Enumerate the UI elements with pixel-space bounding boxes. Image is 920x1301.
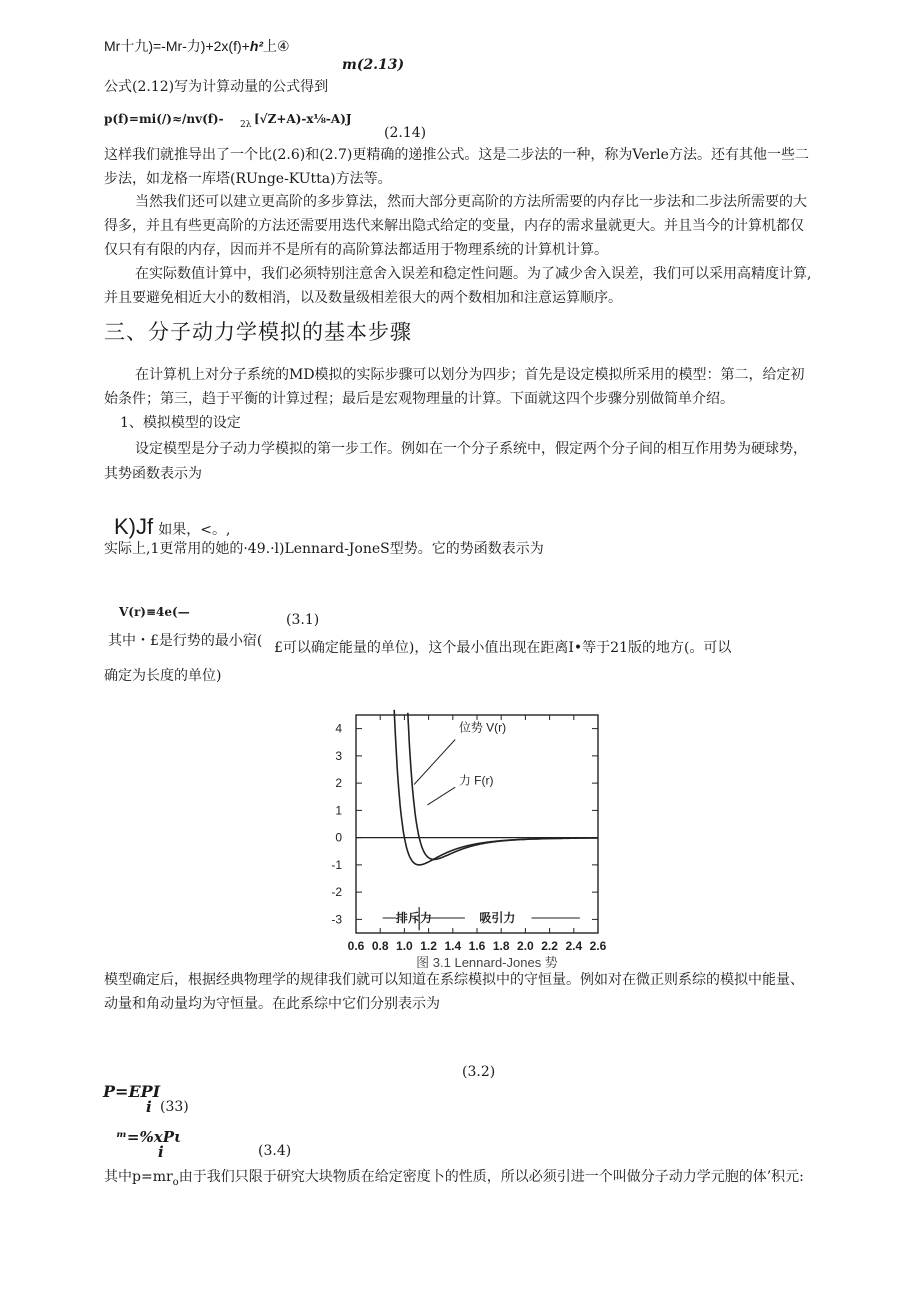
angular-momentum-equation: ᵐ=%xPι (116, 1128, 182, 1146)
hard-sphere-symbol: K)Jf (114, 514, 154, 539)
y-tick-label: 1 (335, 803, 342, 818)
subsection-heading: 1、模拟模型的设定 (120, 415, 241, 431)
y-tick-label: -2 (331, 885, 342, 900)
x-tick-label: 2.6 (589, 939, 607, 953)
attractive-label: 吸引力 (479, 911, 516, 926)
paragraph-1-line-2: 步法，如龙格一库塔(RUnge-KUtta)方法等。 (104, 171, 392, 187)
paragraph-4-line-2: 始条件；第三，趋于平衡的计算过程；最后是宏观物理量的计算。下面就这四个步骤分别做简单介绍。 (104, 391, 734, 407)
equation-3-1-number: (3.1) (286, 612, 320, 628)
repulsive-label: 排斥力 (395, 911, 432, 926)
formula-intro-line: 公式(2.12)写为计算动量的公式得到 (104, 79, 329, 95)
paragraph-3-line-1: 在实际数值计算中，我们必须特别注意舍入误差和稳定性问题。为了减少舍入误差，我们可以采用高精度计算, (135, 266, 812, 282)
paragraph-3-line-2: 并且要避免相近大小的数相消，以及数量级相差很大的两个数相加和注意运算顺序。 (104, 290, 622, 306)
x-tick-label: 0.8 (371, 939, 389, 953)
y-tick-label: -1 (331, 857, 342, 872)
paragraph-7-line-1-right: £可以确定能量的单位)，这个最小值出现在距离I•等于21版的地方(。可以 (274, 640, 732, 656)
y-tick-label: 2 (335, 776, 342, 791)
paragraph-2-line-3: 仅只有有限的内存，因而并不是所有的高阶算法都适用于物理系统的计算机计算。 (104, 242, 608, 258)
equation-3-2-number: (3.2) (462, 1064, 496, 1080)
momentum-equation: P=EPI (103, 1082, 161, 1101)
x-tick-label: 2.2 (541, 939, 558, 953)
equation-2-14-right: [√Z+A)-x⅛-A)J (254, 112, 352, 126)
x-tick-label: 1.6 (468, 939, 486, 953)
equation-2-13-h2: h² (249, 38, 264, 54)
momentum-index: i (146, 1098, 152, 1116)
paragraph-5-line-1: 设定模型是分子动力学模拟的第一步工作。例如在一个分子系统中，假定两个分子间的相互作用势为硬球势， (135, 441, 807, 457)
y-tick-label: -3 (331, 912, 342, 927)
force-label: 力 F(r) (458, 773, 494, 788)
paragraph-5-line-2: 其势函数表示为 (104, 466, 202, 482)
paragraph-9-subscript: o (172, 1176, 179, 1188)
paragraph-4-line-1: 在计算机上对分子系统的MD模拟的实际步骤可以划分为四步；首先是设定模拟所采用的模型：第二，给定初 (135, 367, 805, 383)
paragraph-2-line-2: 得多，并且有些更高阶的方法还需要用迭代来解出隐式给定的变量，内存的需求量就更大。并且当今的计算机都仅 (104, 218, 804, 234)
y-tick-label: 4 (335, 721, 342, 736)
paragraph-8-line-2: 动量和角动量均为守恒量。在此系综中它们分别表示为 (104, 996, 440, 1012)
section-heading: 三、分子动力学模拟的基本步骤 (104, 320, 412, 344)
paragraph-9 (104, 1169, 804, 1189)
potential-label: 位势 V(r) (458, 720, 507, 735)
paragraph-2-line-1: 当然我们还可以建立更高阶的多步算法，然而大部分更高阶的方法所需要的内存比一步法和二步法所需要的大 (135, 194, 807, 210)
paragraph-8-line-1: 模型确定后，根据经典物理学的规律我们就可以知道在系综模拟中的守恒量。例如对在微正则系综的模拟中能量、 (104, 972, 804, 988)
x-tick-label: 1.4 (444, 939, 462, 953)
plot-frame (356, 715, 598, 933)
equation-2-14-number: (2.14) (384, 125, 427, 141)
paragraph-7-line-2: 确定为长度的单位) (104, 668, 222, 684)
lennard-jones-chart (320, 705, 620, 975)
hard-sphere-equation (114, 514, 230, 540)
x-tick-label: 1.8 (492, 939, 510, 953)
x-tick-label: 0.6 (347, 939, 365, 953)
y-tick-label: 3 (335, 748, 342, 763)
equation-2-13-end: 上④ (263, 38, 290, 54)
paragraph-7-line-1-left: 其中・£是行势的最小宿( (108, 633, 263, 649)
paragraph-9-rest: 由于我们只限于研究大块物质在给定密度卜的性质，所以必须引进一个叫做分子动力学元胞的体’积元: (178, 1169, 804, 1185)
x-tick-label: 1.2 (420, 939, 437, 953)
equation-2-14-left: p(f)=mi(/)≈/nv(f)- (104, 112, 224, 126)
potential-label-leader (414, 740, 455, 785)
equation-2-13-number: m(2.13) (342, 57, 405, 73)
paragraph-9-start: 其中p=mr (104, 1169, 173, 1185)
hard-sphere-condition: 如果，<。, (158, 522, 231, 538)
y-tick-label: 0 (335, 830, 342, 845)
paragraph-6: 实际上,1更常用的她的·49.·l)Lennard-JoneS型势。它的势函数表示为 (104, 541, 544, 557)
angular-momentum-index: i (158, 1143, 164, 1161)
equation-3-4-number: (3.4) (258, 1143, 292, 1159)
force-label-leader (427, 787, 455, 805)
figure-caption: 图 3.1 Lennard-Jones 势 (416, 955, 558, 970)
lj-equation: V(r)≡4e(— (119, 605, 190, 619)
equation-3-3-number: (33) (160, 1099, 189, 1115)
equation-2-13-body: Mr十九)=-Mr-力)+2x(f)+ (104, 38, 250, 54)
x-tick-label: 2.4 (565, 939, 583, 953)
x-tick-label: 1.0 (396, 939, 413, 953)
equation-2-14-sub: 2λ (240, 120, 252, 130)
equation-2-13-line (104, 38, 290, 55)
paragraph-1-line-1: 这样我们就推导出了一个比(2.6)和(2.7)更精确的递推公式。这是二步法的一种，称为Verle方法。还有其他一些二 (104, 147, 809, 163)
x-tick-label: 2.0 (517, 939, 534, 953)
